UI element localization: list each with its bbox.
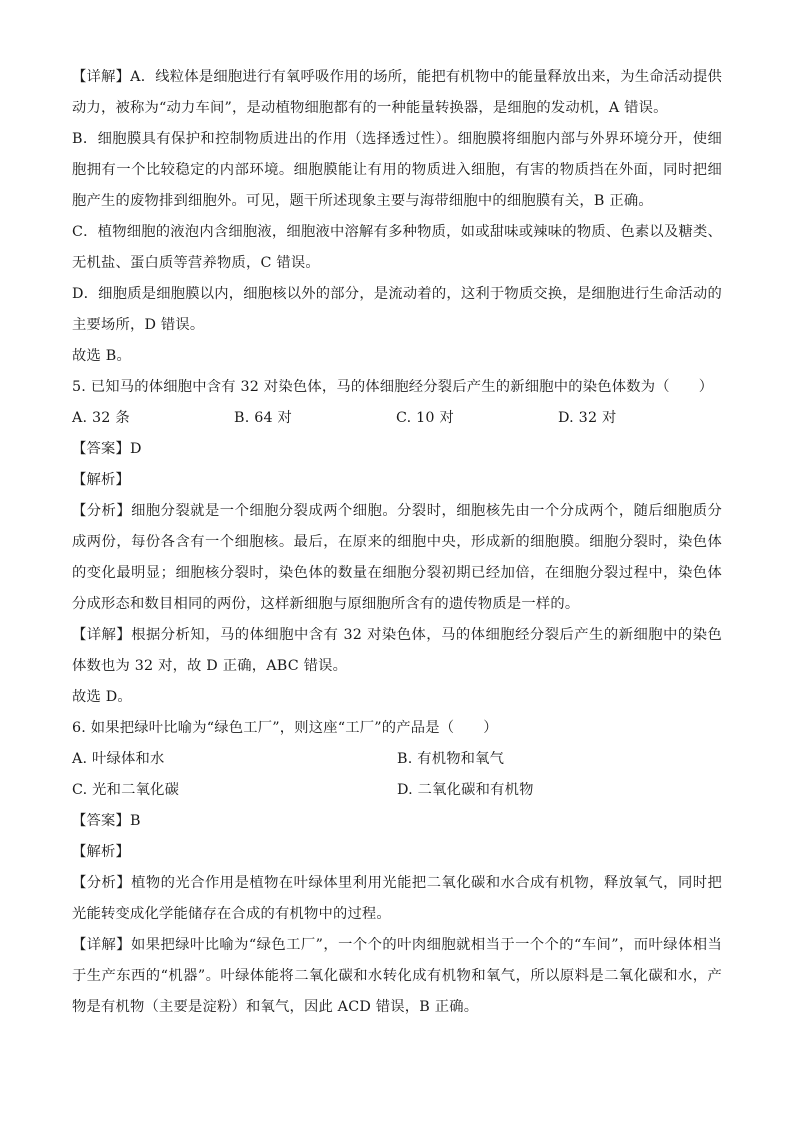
q6-option-c: C. 光和二氧化碳 <box>72 782 180 798</box>
q6-analysis-label: 【解析】 <box>72 844 130 860</box>
q5-fenxi: 【分析】细胞分裂就是一个细胞分裂成两个细胞。分裂时，细胞核先由一个分成两个，随后细胞质分成两份，每份各含有一个细胞核。最后，在原来的细胞中央，形成新的细胞膜。细胞分裂时，染色体的变化最明显；细胞核分裂时，染色体的数量在细胞分裂初期已经加倍，在细胞分裂过程中，染色体分成形态和数目相同的两份，这样新细胞与原细胞所含有的遗传物质是一样的。 <box>72 503 722 612</box>
q5-conclusion: 故选 D。 <box>72 689 132 705</box>
q4-conclusion: 故选 B。 <box>72 348 131 364</box>
q6-option-b: B. 有机物和氧气 <box>397 751 505 767</box>
q5-option-c: C. 10 对 <box>396 410 454 426</box>
q6-options-row1 <box>72 744 722 775</box>
q5-option-a: A. 32 条 <box>72 410 130 426</box>
q5-stem: 5. 已知马的体细胞中含有 32 对染色体，马的体细胞经分裂后产生的新细胞中的染色体数为（ ） <box>72 379 714 395</box>
q5-detail: 【详解】根据分析知，马的体细胞中含有 32 对染色体，马的体细胞经分裂后产生的新细胞中的染色体数也为 32 对，故 D 正确，ABC 错误。 <box>72 627 722 674</box>
q6-option-d: D. 二氧化碳和有机物 <box>397 782 534 798</box>
q4-detail-a: 【详解】A．线粒体是细胞进行有氧呼吸作用的场所，能把有机物中的能量释放出来，为生命活动提供动力，被称为“动力车间”，是动植物细胞都有的一种能量转换器，是细胞的发动机，A 错误。 <box>72 69 722 116</box>
q5-option-d: D. 32 对 <box>558 410 617 426</box>
q6-detail: 【详解】如果把绿叶比喻为“绿色工厂”，一个个的叶肉细胞就相当于一个个的“车间”，而叶绿体相当于生产东西的“机器”。叶绿体能将二氧化碳和水转化成有机物和氧气，所以原料是二氧化碳和水，产物是有机物（主要是淀粉）和氧气，因此 ACD 错误，B 正确。 <box>72 937 722 1015</box>
q4-detail-b: B．细胞膜具有保护和控制物质进出的作用（选择透过性）。细胞膜将细胞内部与外界环境分开，使细胞拥有一个比较稳定的内部环境。细胞膜能让有用的物质进入细胞，有害的物质挡在外面，同时把细胞产生的废物排到细胞外。可见，题干所述现象主要与海带细胞中的细胞膜有关，B 正确。 <box>72 131 722 209</box>
q6-answer: 【答案】B <box>72 813 141 829</box>
q6-option-a: A. 叶绿体和水 <box>72 751 165 767</box>
document-page <box>72 62 722 1023</box>
q6-fenxi: 【分析】植物的光合作用是植物在叶绿体里利用光能把二氧化碳和水合成有机物，释放氧气，同时把光能转变成化学能储存在合成的有机物中的过程。 <box>72 875 722 922</box>
q4-detail-d: D．细胞质是细胞膜以内，细胞核以外的部分，是流动着的，这利于物质交换，是细胞进行生命活动的主要场所，D 错误。 <box>72 286 722 333</box>
q6-stem: 6. 如果把绿叶比喻为“绿色工厂”，则这座“工厂”的产品是（ ） <box>72 720 498 736</box>
q5-answer: 【答案】D <box>72 441 142 457</box>
q4-detail-c: C．植物细胞的液泡内含细胞液，细胞液中溶解有多种物质，如或甜味或辣味的物质、色素以及糖类、无机盐、蛋白质等营养物质，C 错误。 <box>72 224 722 271</box>
q6-options-row2 <box>72 775 722 806</box>
q5-analysis-label: 【解析】 <box>72 472 130 488</box>
q5-option-b: B. 64 对 <box>234 410 293 426</box>
q5-options <box>72 403 722 434</box>
